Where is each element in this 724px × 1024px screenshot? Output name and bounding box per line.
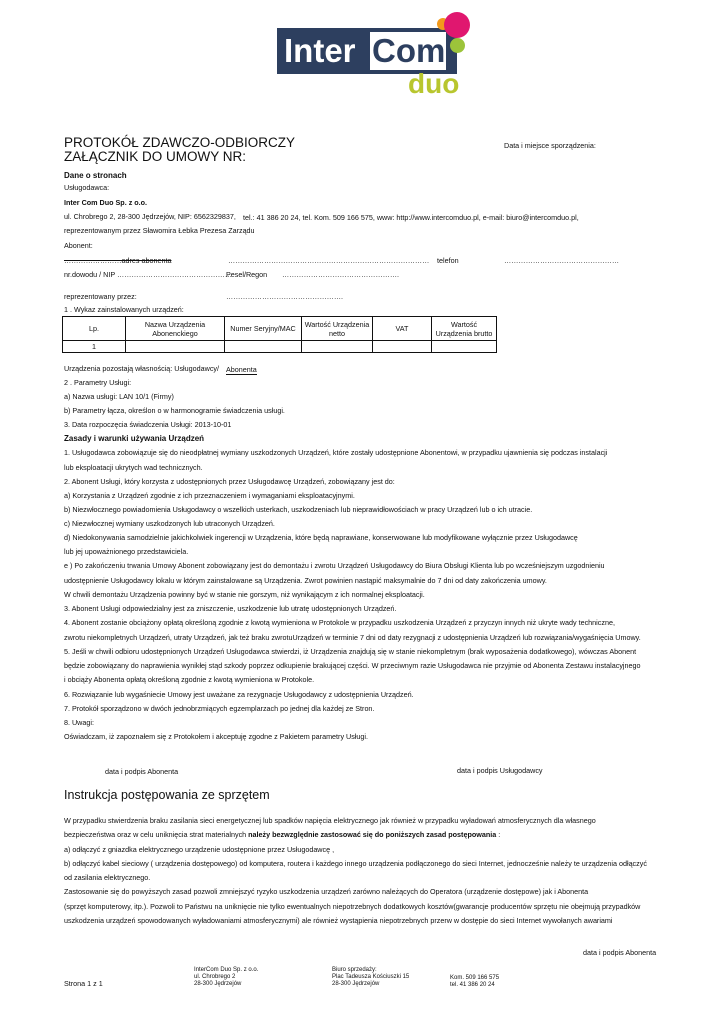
footer-contact-line: Kom. 509 166 575 <box>450 975 500 981</box>
subscriber-label: Abonent: <box>64 241 93 250</box>
pesel-regon-label: Pesel/Regon <box>226 270 268 279</box>
instruction-line: (sprzęt komputerowy, itp.). Pozwoli to Państwu na uniknięcie nie tylko ewentualnych niepotrzebnych dodatkowych kosztów(gwarancje producentów sprzętu nie obejmują przypadków <box>64 902 641 911</box>
instructions-heading: Instrukcja postępowania ze sprzętem <box>64 788 270 802</box>
footer-company-line: ul. Chrobrego 2 <box>194 974 236 980</box>
col-lp: Lp. <box>63 317 126 341</box>
rule-line: 5. Jeśli w chwili odbioru udostępnionych Urządzeń Usługodawca stwierdzi, iż Urządzenia znajdują się w stanie niekompletnym (brak wyposażenia dodatkowego), wówczas Abonent <box>64 647 637 656</box>
instruction-line: a) odłączyć z gniazdka elektrycznego urządzenie udostępnione przez Usługodawcę , <box>64 845 335 854</box>
rule-line: Oświadczam, iż zapoznałem się z Protokołem i akceptuję zgodne z Pakietem parametry Usługi. <box>64 732 369 741</box>
rule-line: c) Niezwłocznej wymiany uszkodzonych lub utraconych Urządzeń. <box>64 519 275 528</box>
footer-office-line: Plac Tadeusza Kościuszki 15 <box>332 974 410 980</box>
represented-by-label: reprezentowany przez: <box>64 292 137 301</box>
footer-company <box>194 967 258 988</box>
rule-line: będzie zobowiązany do naprawienia wynikłej stąd szkody poprzez odkupienie brakującej części. W przeciwnym razie Usługodawca nie przyjmie od Abonenta Zestawu instalacyjnego <box>64 661 641 670</box>
table-row <box>63 341 497 353</box>
provider-name: Inter Com Duo Sp. z o.o. <box>64 198 148 207</box>
rule-line: 3. Abonent Usługi odpowiedzialny jest za zniszczenie, uszkodzenie lub utratę udostępnionych Urządzeń. <box>64 604 397 613</box>
instruction-line: b) odłączyć kabel sieciowy ( urządzenia dostępowego) od komputera, routera i każdego innego urządzenia podłączonego do sieci Internet, jednocześnie należy te urządzenia odłączyć <box>64 859 647 868</box>
rule-line: lub jej upoważnionego przedstawiciela. <box>64 547 189 556</box>
rule-line: 8. Uwagi: <box>64 718 94 727</box>
document-title-line1: PROTOKÓŁ ZDAWCZO-ODBIORCZY <box>64 135 296 150</box>
table-header-row <box>63 317 497 341</box>
cell-lp: 1 <box>63 341 126 353</box>
devices-table <box>62 316 497 353</box>
rule-line: 7. Protokół sporządzono w dwóch jednobrzmiących egzemplarzach po jednej dla każdej ze Stron. <box>64 704 375 713</box>
intercom-duo-logo <box>274 12 470 102</box>
provider-address: ul. Chrobrego 2, 28-300 Jędrzejów, NIP: 6562329837, <box>64 212 236 221</box>
footer-office-line: Biuro sprzedaży: <box>332 967 377 973</box>
provider-representative: reprezentowanym przez Sławomira Łebka Prezesa Zarządu <box>64 226 255 235</box>
cell-gross-value[interactable] <box>432 341 497 353</box>
service-parameters: b) Parametry łącza, określon o w harmonogramie świadczenia usługi. <box>64 406 285 415</box>
col-serial-mac: Numer Seryjny/MAC <box>225 317 302 341</box>
footer-contact <box>450 975 499 989</box>
col-gross-value: Wartość Urządzenia brutto <box>432 317 497 341</box>
rule-line: 1. Usługodawca zobowiązuje się do nieodpłatnej wymiany uszkodzonych Urządzeń, które zostały udostępnione Abonentowi, w przypadku ujawnienia się podczas instalacji <box>64 448 608 457</box>
footer-contact-line: tel. 41 386 20 24 <box>450 982 495 988</box>
rule-line: udostępnienie Usługodawcy lokalu w którym zainstalowane są Urządzenia. Zwrot powinien nastąpić maksymalnie do 7 dni od daty zakończenia umowy. <box>64 576 547 585</box>
footer-company-line: 28-300 Jędrzejów <box>194 981 242 987</box>
ownership-text: Urządzenia pozostają własnością: Usługodawcy/ <box>64 364 220 373</box>
subscriber-address-field[interactable]: ……………………adres abonenta <box>64 256 172 265</box>
date-place-label: Data i miejsce sporządzenia: <box>504 141 596 150</box>
phone-field[interactable]: ………………………………………… <box>504 256 619 265</box>
parties-heading: Dane o stronach <box>64 171 127 180</box>
rule-line: i obciąży Abonenta opłatą określoną zgodnie z kwotą wymieniona w Protokole. <box>64 675 315 684</box>
rule-line: e ) Po zakończeniu trwania Umowy Abonent zobowiązany jest do demontażu i zwrotu Urządzeń Usługodawcy do Biura Obsługi Klienta lub po wcześniejszym uzgodnieniu <box>64 561 605 570</box>
instruction-line <box>64 830 500 839</box>
ownership-value: Abonenta <box>226 365 257 374</box>
footer-office <box>332 967 409 988</box>
id-nip-field[interactable]: nr.dowodu / NIP ………………………………………… <box>64 270 233 279</box>
col-vat: VAT <box>373 317 432 341</box>
provider-signature-label: data i podpis Usługodawcy <box>457 766 543 775</box>
instruction-line: Zastosowanie się do powyższych zasad pozwoli zmniejszyć ryzyko uszkodzenia urządzeń zarówno należących do Operatora (urządzenie dostępowe) jak i Abonenta <box>64 887 589 896</box>
instruction-colon: : <box>498 830 501 839</box>
rule-line: 2. Abonent Usługi, który korzysta z udostępnionych przez Usługodawcę Urządzeń, zobowiązany jest do: <box>64 477 395 486</box>
rule-line: W chwili demontażu Urządzenia powinny być w stanie nie gorszym, niż wynikającym z ich normalnej eksploatacji. <box>64 590 425 599</box>
footer-office-line: 28-300 Jędrzejów <box>332 981 380 987</box>
provider-contact: tel.: 41 386 20 24, tel. Kom. 509 166 575, www: http://www.intercomduo.pl, e-mail: biuro@intercomduo.pl, <box>243 213 579 222</box>
service-start-date: 3. Data rozpoczęcia świadczenia Usługi: 2013-10-01 <box>64 420 232 429</box>
rule-line: 4. Abonent zostanie obciążony opłatą określoną zgodnie z kwotą wymieniona w Protokole w przypadku uszkodzenia Urządzeń z przyczyn innych niż ukryte wady techniczne, <box>64 618 615 627</box>
rule-line: lub eksploatacji ukrytych wad technicznych. <box>64 463 203 472</box>
col-device-name: Nazwa Urządzenia Abonenckiego <box>126 317 225 341</box>
cell-device-name[interactable] <box>126 341 225 353</box>
subscriber-signature-label: data i podpis Abonenta <box>105 767 179 776</box>
rule-line: 6. Rozwiązanie lub wygaśniecie Umowy jest uważane za rezygnacje Usługodawcy z udostępnienia Urządzeń. <box>64 690 414 699</box>
instruction-line: uszkodzenia urządzeń spowodowanych wyładowaniami atmosferycznymi) ale również wystąpienia niepotrzebnych przerw w dostępie do sieci Internet wywołanych awariami <box>64 916 613 925</box>
logo-duo-text: duo <box>408 68 460 99</box>
service-name: a) Nazwa usługi: LAN 10/1 (Firmy) <box>64 392 174 401</box>
page-number: Strona 1 z 1 <box>64 979 103 988</box>
cell-serial-mac[interactable] <box>225 341 302 353</box>
provider-label: Usługodawca: <box>64 183 110 192</box>
represented-by-field[interactable]: …………………………………………. <box>226 292 343 301</box>
cell-vat[interactable] <box>373 341 432 353</box>
params-heading: 2 . Parametry Usługi: <box>64 378 132 387</box>
device-list-label: 1 . Wykaz zainstalowanych urządzeń: <box>64 305 184 314</box>
rule-line: d) Niedokonywania samodzielnie jakichkolwiek ingerencji w Urządzenia, które będą naprawiane, konserwowane lub modyfikowane wyłącznie przez Usługodawcę <box>64 533 578 542</box>
instruction-line: od zasilania elektrycznego. <box>64 873 151 882</box>
logo-com-text: Com <box>372 32 446 69</box>
rule-line: a) Korzystania z Urządzeń zgodnie z ich przeznaczeniem i wymaganiami eksploatacyjnymi. <box>64 491 355 500</box>
col-net-value: Wartość Urządzenia netto <box>302 317 373 341</box>
instruction-bold-text: należy bezwzględnie zastosować się do poniższych zasad postępowania <box>248 830 497 839</box>
rule-line: b) Niezwłocznego powiadomienia Usługodawcy o wszelkich usterkach, uszkodzeniach lub nieprawidłowościach w pracy Urządzeń lub o ich utracie. <box>64 505 533 514</box>
instruction-line: W przypadku stwierdzenia braku zasilania sieci energetycznej lub spadków napięcia elektrycznego jak również w przypadku wyładowań atmosferycznych dla własnego <box>64 816 596 825</box>
subscriber-address-dots: ………………………………………………………………………… <box>228 256 430 265</box>
logo-inter-text: Inter <box>284 32 356 69</box>
footer-company-line: InterCom Duo Sp. z o.o. <box>194 967 259 973</box>
pesel-regon-field[interactable]: …………………………………………. <box>282 270 399 279</box>
phone-label: telefon <box>437 256 459 265</box>
rules-heading: Zasady i warunki używania Urządzeń <box>64 434 205 443</box>
cell-net-value[interactable] <box>302 341 373 353</box>
document-title-line2: ZAŁĄCZNIK DO UMOWY NR: <box>64 149 247 164</box>
rule-line: zwrotu niekompletnych Urządzeń, utraty Urządzeń, jak też braku zwrotuUrządzeń w terminie 7 dni od daty rezygnacji z udostępnienia Urządzeń lub rozwiązania/wygaśnięcia Umowy. <box>64 633 641 642</box>
instructions-signature-label: data i podpis Abonenta <box>583 948 657 957</box>
instruction-normal-text: bezpieczeństwa oraz w celu uniknięcia strat materialnych <box>64 830 247 839</box>
